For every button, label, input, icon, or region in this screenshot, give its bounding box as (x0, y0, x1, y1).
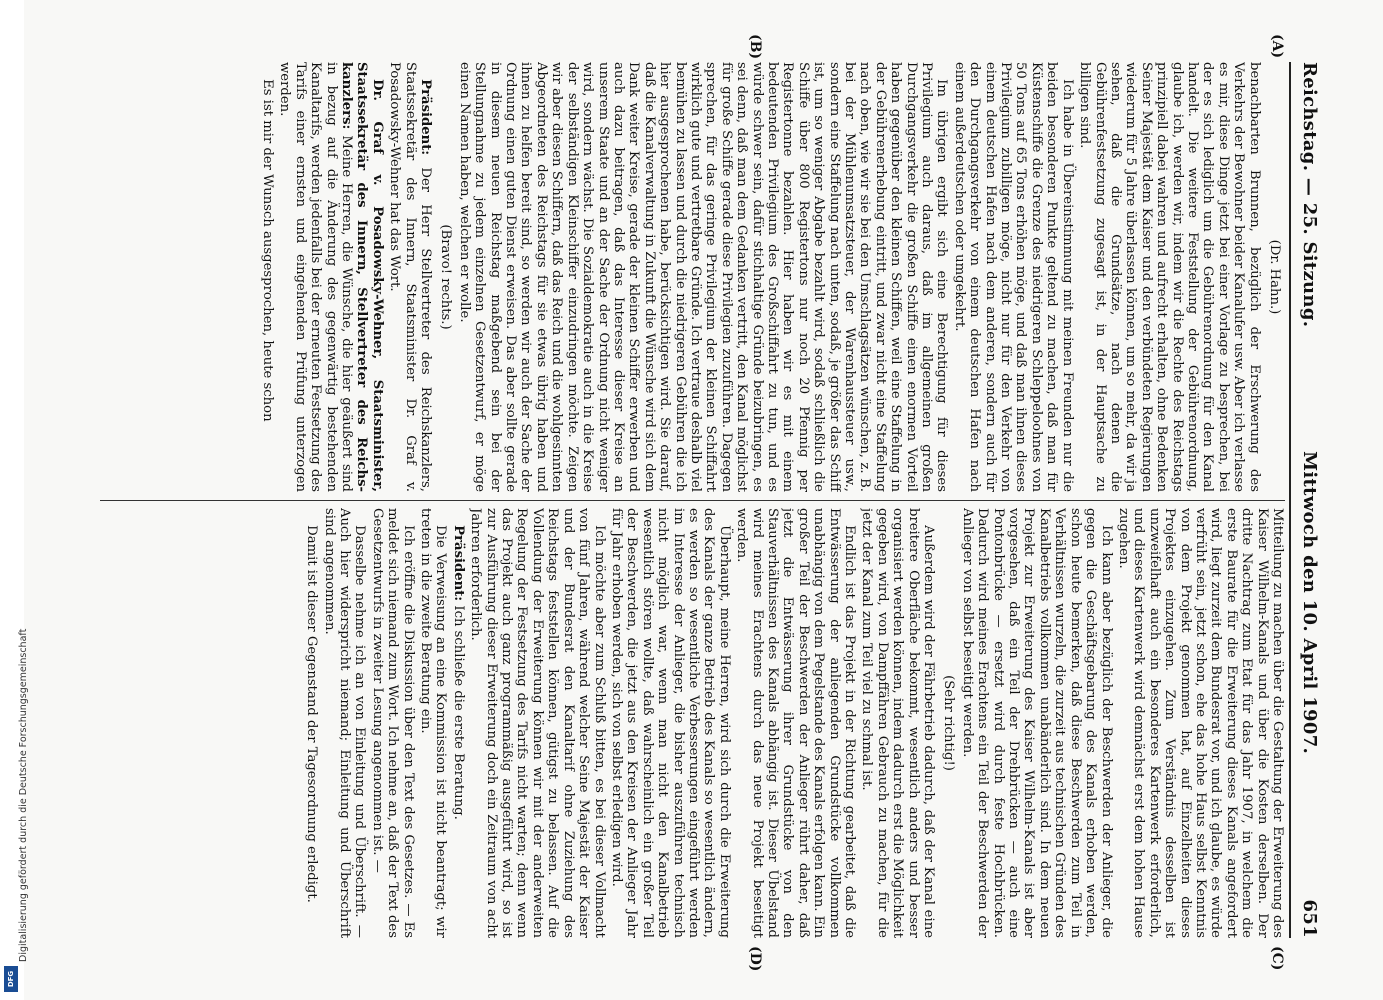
paragraph: Es ist mir der Wunsch ausgesprochen, heute schon (260, 79, 275, 422)
margin-marker-d: (D) (747, 946, 763, 972)
header-date: Mittwoch den 10. April 1907. (1299, 451, 1321, 755)
paragraph: Ich möchte aber zum Schluß bitten, es bei dieser Vollmacht von fünf Jahren, während welcher Seine Majestät der Kaiser und der Bundesrat den Kanaltarif ohne Zuziehung des Reichstags feststellen können, gütigst zu belassen. Auf die Vollendung der Erweiterung können wir mit der anderweiten Regelung der Festsetzung des Tarifs nicht warten; denn wenn das Projekt auch ganz programmäßig ausgeführt wird, so ist zur Ausführung dieser Erweiterung doch ein Zeitraum von acht Jahren erforderlich. (468, 508, 607, 938)
speaker-text: Meine Herren, die Wünsche, die hier geäußert sind in bezug auf die Änderung des gegenwärtig bestehenden Kanaltarifs, werden jedenfalls bei der erneuten Festsetzung des Tarifs einer ernsten und eingehenden Prüfung unterzogen werden. (277, 62, 355, 492)
margin-marker-a: (A) (1269, 34, 1285, 59)
paragraph: Dasselbe nehme ich an von Einleitung und Überschrift. — Auch hier widerspricht niemand; Einleitung und Überschrift sind angenommen. (321, 508, 368, 938)
left-column (95, 62, 1285, 492)
dfg-logo-text: DFG (7, 970, 15, 988)
header-left: Reichstag. — 25. Sitzung. (1299, 62, 1321, 328)
president-text: Ich schließe die erste Beratung. (450, 605, 466, 820)
speaker-tag: (Dr. Hahn.) (1267, 239, 1282, 315)
digitization-credit (2, 0, 29, 1000)
reaction: (Sehr richtig!) (941, 675, 957, 771)
president-label: Präsident: (418, 79, 434, 156)
paragraph: Überhaupt, meine Herren, wird sich durch die Erweiterung des Kanals der ganze Betrieb des Kanals so wesentlich ändern, es werden so wesentliche Verbesserungen eingeführt werden im Interesse der Anlieger, die bisher auszuführen technisch nicht möglich war, wenn man nicht den Kanalbetrieb wesentlich stören wollte, daß wahrscheinlich ein großer Teil der Beschwerden, die jetzt aus den Kreisen der Anlieger Jahr für Jahr erhoben werden, sich von selbst erledigen wird. (608, 508, 732, 938)
right-column (95, 508, 1285, 938)
paragraph: Im übrigen ergibt sich eine Berechtigung für dieses Privilegium auch daraus, daß im allgemeinen großen Durchgangsverkehr die großen Schiffe einen enormen Vorteil haben gegenüber den kleinen Schiffen, weil eine Staffelung in der Gebührenerhebung eintritt, und zwar nicht eine Staffelung nach oben, wie wir sie bei den Umschlagsätzen wünschen, z. B. bei der Mühlenumsatzsteuer, der Warenhaussteuer usw., sondern eine Staffelung nach unten, sodaß, je größer das Schiff ist, um so weniger Abgabe bezahlt wird, sodaß schließlich die Schiffe über 800 Registertons nur noch 20 Pfennig per Registertonne bezahlen. Hier haben wir es mit einem bedeutenden Privilegium des Großschiffahrt zu tun, und es würde schwer sein, dafür stichhaltige Gründe beizubringen, es sei denn, daß man dem Gedanken vertritt, den Kanal möglichst für große Schiffe gerade diese Privilegien zuzuführen. Dagegen sprechen, für das geringe Privilegium der kleinen Schiffahrt wirklich gute und vertretbare Gründe. Ich vertraue deshalb viel bemühen zu lassen und durch die niedrigeren Gebühren die ich hier ausgesprochenen habe, berücksichtigen wird. Sie darauf, daß die Kanalverwaltung in Zukunft die Wünsche wird sich dem Dank weiter Kreise, gerade der kleinen Schiffer erwerben und auch dazu beitragen, daß das Interesse dieser Kreise an unserem Staate und an der Sache der Ordnung nicht weniger wird, sondern wächst. Die Sozialdemokratie auch in die Kreise der selbständigen Kleinschiffer einzudringen möchte. Zeigen wir aber diesen Schiffern, daß das Reich und die wohlgesinnten Abgeordneten des Reichstags für sie etwas übrig haben und ihnen zu helfen bereit sind, so werden wir auch der Sache der Ordnung einen guten Dienst erweisen. Das aber sollte gerade in diesem neuen Reichstag maßgebend sein bei der Stellungnahme zu jedem einzelnen Gesetzentwurf, er möge einen Namen haben, welchen er wolle. (456, 62, 950, 492)
running-header (1295, 62, 1325, 938)
president-label: Präsident: (450, 525, 466, 602)
paragraph: Endlich ist das Projekt in der Richtung gearbeitet, daß die Entwässerung der anliegenden Grundstücke vollkommen unabhängig von dem Pegelstande des Kanals erfolgen kann. Ein großer Teil der Beschwerden der Anlieger rührt daher, daß jetzt die Entwässerung ihrer Grundstücke von den Stauverhältnissen des Kanals abhängig ist. Dieser Übelstand wird meines Erachtens durch das neue Projekt beseitigt werden. (734, 508, 858, 938)
credit-text: Digitalisierung gefördert durch die Deutsche Forschungsgemeinschaft (18, 628, 29, 962)
speaker-intro: Dr. Graf v. Posadowsky-Wehner, Staatsminister, Staatssekretär des Innern, Stellvertreter des Reichskanzlers: (339, 62, 385, 492)
paragraph: Ich eröffne die Diskussion über den Text des Gesetzes. — Es meldet sich niemand zum Wort. Ich nehme an, daß der Text des Gesetzentwurfs in zweiter Lesung angenommen ist. — (369, 508, 416, 938)
paragraph: Außerdem wird der Fährbetrieb dadurch, daß der Kanal eine breitere Oberfläche bekommt, wesentlich anders und besser organisiert werden können, indem dadurch erst die Möglichkeit gegeben wird, von Dampffähren Gebrauch zu machen, für die jetzt der Kanal zum Teil viel zu schmal ist. (859, 508, 937, 938)
paragraph: Die Verweisung an eine Kommission ist nicht beantragt; wir treten in die zweite Beratung ein. (418, 508, 449, 938)
header-rule (1289, 62, 1291, 938)
margin-marker-b: (B) (747, 34, 763, 60)
paragraph: Ich habe in Übereinstimmung mit meinen Freunden nur die beiden besonderen Punkte geltend zu machen, daß man für Küstenschiffe die Grenze des niedrigeren Schleppeloohnes von 50 Tons auf 65 Tons erhöhen möge, und daß man ihnen dieses Privilegium zubilligen möge, nicht nur für den Verkehr von einem deutschen Hafen nach dem anderen, sondern auch für den Durchgangsverkehr von einem deutschen Hafen nach einem außerdeutschen oder umgekehrt. (951, 62, 1075, 492)
dfg-logo (4, 966, 18, 992)
paragraph: benachbarten Brunnen, bezüglich der Erschwerung des Verkehrs der Bewohner beider Kanalufer usw. Aber ich verlasse es mir, diese Dinge jetzt bei einer Vorlage zu besprechen, bei der es sich lediglich um die Gebührenordnung für den Kanal handelt. Die weitere Feststellung der Gebührenordnung, glaube ich, werden wir, indem wir die Rechte des Reichstags prinzipiell dabei wahren und aufrecht erhalten, ohne Bedenken Seiner Majestät dem Kaiser und den verbündeten Regierungen wiederum für 5 Jahre überlassen können, um so mehr, da wir ja sehen, daß die Grundsätze, nach denen die Gebührenfestsetzung zugesagt ist, in der Hauptsache zu billigen sind. (1077, 62, 1262, 492)
paragraph: Damit ist dieser Gegenstand der Tagesordnung erledigt. (304, 525, 320, 903)
reaction: (Bravo! rechts.) (438, 224, 454, 330)
president-text: Der Herr Stellvertreter des Reichskanzlers, Staatssekretär des Innern, Staatsminister Dr. Graf v. Posadowsky-Wehner hat das Wort. (387, 62, 434, 492)
margin-marker-c: (C) (1269, 946, 1285, 971)
column-divider (100, 500, 1285, 501)
paragraph: Mitteilung zu machen über die Gestaltung der Erweiterung des Kaiser Wilhelm-Kanals und über die Kosten derselben. Der dritte Nachtrag zum Etat für das Jahr 1907, in welchem die erste Baurate für die Erweiterung dieses Kanals angefordert wird, liegt zurzeit dem Bundesrat vor, und ich glaube, es würde verfrüht sein, jetzt schon, ehe das hohe Haus selbst Kenntnis von dem Projekt genommen hat, auf Einzelheiten dieses Projektes einzugehen. Zum Verständnis desselben ist unzweifelhaft auch ein besonderes Kartenwerk erforderlich, und dieses Kartenwerk wird demnächst erst dem hohen Hause zugehen. (1115, 508, 1285, 938)
paragraph: Ich kann aber bezüglich der Beschwerden der Anlieger, die gegen die Geschäftsgebarung des Kanals erhoben werden, schon heute bemerken, daß diese Beschwerden zum Teil in Verhältnissen wurzeln, die zurzeit aus technischen Gründen des Kanalbetriebs vollkommen unabänderlich sind. In dem neuen Projekt zur Erweiterung des Kaiser Wilhelm-Kanals ist aber vorgesehen, daß ein Teil der Drehbrücken — auch eine Pontonbrücke — ersetzt wird durch feste Hochbrücken. Dadurch wird meines Erachtens ein Teil der Beschwerden der Anlieger von selbst beseitigt werden. (959, 508, 1114, 938)
page-number: 651 (1299, 899, 1321, 938)
